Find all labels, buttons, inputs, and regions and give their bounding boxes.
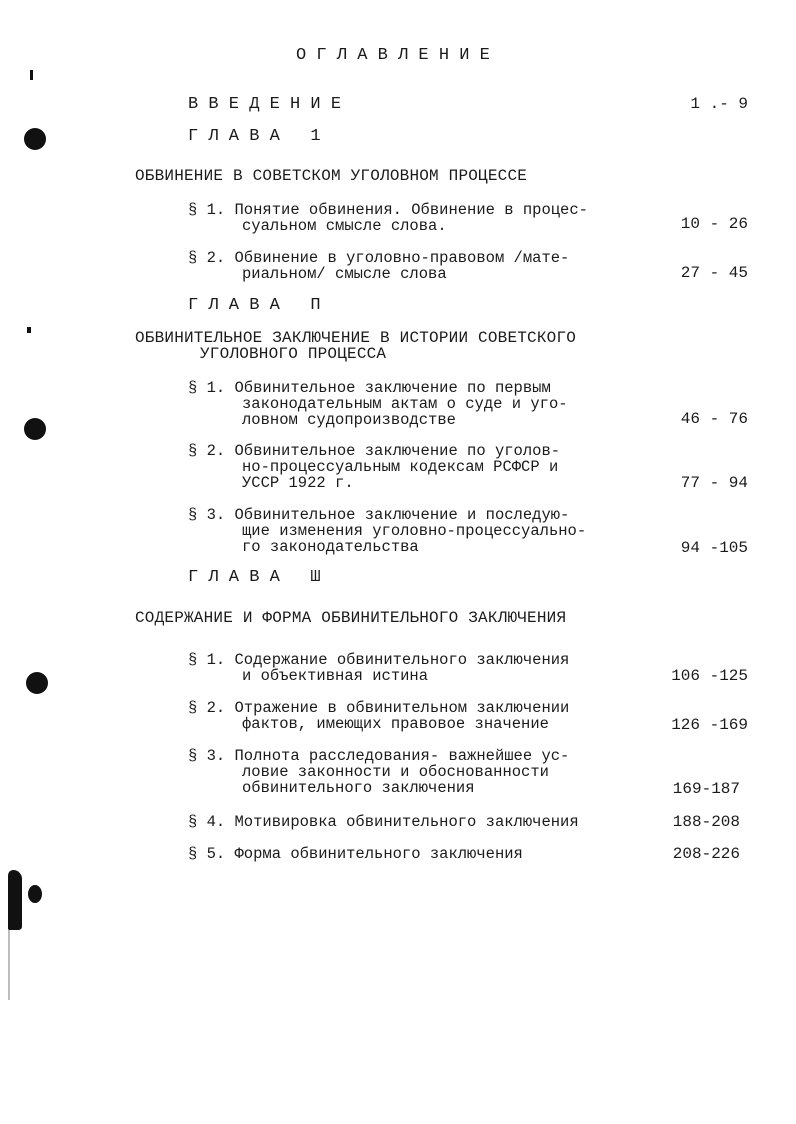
chapter-2-title-line-1: ОБВИНИТЕЛЬНОЕ ЗАКЛЮЧЕНИЕ В ИСТОРИИ СОВЕТСКОГО <box>135 329 577 347</box>
ch2-entry-1-line-2: законодательным актам о суде и уго- <box>242 395 568 413</box>
ch2-entry-1-line-3: ловном судопроизводстве <box>242 411 456 429</box>
ch3-entry-1-line-1: § 1. Содержание обвинительного заключения <box>188 651 570 669</box>
ch3-entry-1-line-2: и объективная истина <box>242 667 429 685</box>
ch2-entry-2-line-3: УССР 1922 г. <box>242 474 354 492</box>
punch-hole-2 <box>24 418 46 440</box>
margin-mark-2 <box>27 327 31 333</box>
chapter-2-title-line-2: УГОЛОВНОГО ПРОЦЕССА <box>200 345 387 363</box>
ch2-entry-3-pages: 94 -105 <box>680 539 748 557</box>
ch3-entry-3-line-1: § 3. Полнота расследования- важнейшее ус- <box>188 747 570 765</box>
ch1-entry-1-pages: 10 - 26 <box>680 215 748 233</box>
chapter-3-title: СОДЕРЖАНИЕ И ФОРМА ОБВИНИТЕЛЬНОГО ЗАКЛЮЧЕНИЯ <box>135 609 567 627</box>
ch1-entry-2-line-2: риальном/ смысле слова <box>242 265 447 283</box>
chapter-1-label: Г Л А В А 1 <box>188 127 321 146</box>
intro-pages: 1 .- 9 <box>690 95 748 113</box>
ch3-entry-2-line-2: фактов, имеющих правовое значение <box>242 715 549 733</box>
punch-hole-1 <box>24 128 46 150</box>
chapter-2-label: Г Л А В А П <box>188 296 321 315</box>
ch2-entry-2-line-1: § 2. Обвинительное заключение по уголов- <box>188 442 561 460</box>
ch3-entry-1-pages: 106 -125 <box>671 667 748 685</box>
ch2-entry-3-line-3: го законодательства <box>242 538 419 556</box>
ch2-entry-1-line-1: § 1. Обвинительное заключение по первым <box>188 379 551 397</box>
ink-blot <box>28 885 42 903</box>
ch1-entry-1-line-2: суальном смысле слова. <box>242 217 447 235</box>
ch3-entry-3-line-3: обвинительного заключения <box>242 779 475 797</box>
ch1-entry-2-line-1: § 2. Обвинение в уголовно-правовом /мате- <box>188 249 570 267</box>
punch-hole-3 <box>26 672 48 694</box>
ch3-entry-2-pages: 126 -169 <box>671 716 748 734</box>
ch3-entry-5-pages: 208-226 <box>672 845 740 863</box>
ch2-entry-1-pages: 46 - 76 <box>680 410 748 428</box>
intro-label: В В Е Д Е Н И Е <box>188 95 342 114</box>
ch2-entry-2-pages: 77 - 94 <box>680 474 748 492</box>
ch3-entry-4-pages: 188-208 <box>672 813 740 831</box>
scan-edge <box>8 930 10 1000</box>
ch2-entry-3-line-2: щие изменения уголовно-процессуально- <box>242 522 587 540</box>
toc-title: О Г Л А В Л Е Н И Е <box>296 46 490 65</box>
margin-mark-1 <box>30 70 33 80</box>
ch2-entry-3-line-1: § 3. Обвинительное заключение и последую- <box>188 506 570 524</box>
binding-mark <box>8 870 22 930</box>
ch3-entry-3-line-2: ловие законности и обоснованности <box>242 763 549 781</box>
ch3-entry-2-line-1: § 2. Отражение в обвинительном заключении <box>188 699 570 717</box>
ch3-entry-5-line-1: § 5. Форма обвинительного заключения <box>188 845 523 863</box>
ch3-entry-4-line-1: § 4. Мотивировка обвинительного заключения <box>188 813 579 831</box>
ch3-entry-3-pages: 169-187 <box>672 780 740 798</box>
chapter-1-title: ОБВИНЕНИЕ В СОВЕТСКОМ УГОЛОВНОМ ПРОЦЕССЕ <box>135 167 528 185</box>
ch1-entry-2-pages: 27 - 45 <box>680 264 748 282</box>
chapter-3-label: Г Л А В А Ш <box>188 568 321 587</box>
ch2-entry-2-line-2: но-процессуальным кодексам РСФСР и <box>242 458 559 476</box>
ch1-entry-1-line-1: § 1. Понятие обвинения. Обвинение в процес- <box>188 201 588 219</box>
